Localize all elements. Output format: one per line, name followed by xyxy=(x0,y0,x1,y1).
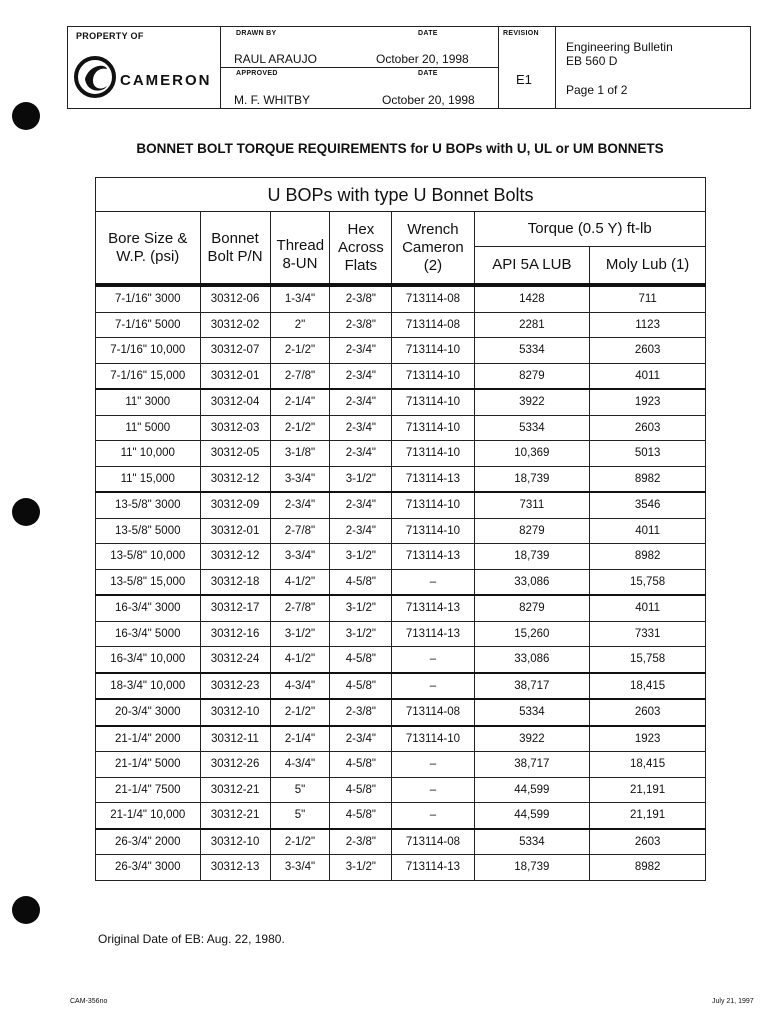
cell-thread: 4-3/4" xyxy=(270,673,330,700)
cell-torque-moly: 5013 xyxy=(590,441,706,467)
cell-hex-flats: 2-3/4" xyxy=(330,518,392,544)
date-value-2: October 20, 1998 xyxy=(382,93,475,107)
cell-wrench: 713114-13 xyxy=(392,466,474,492)
cell-bore-size: 11" 3000 xyxy=(96,389,201,415)
cell-thread: 2-7/8" xyxy=(270,363,330,389)
cell-torque-moly: 4011 xyxy=(590,595,706,621)
binder-hole xyxy=(12,896,40,924)
cell-wrench: 713114-10 xyxy=(392,492,474,518)
table-row xyxy=(96,595,706,621)
table-row xyxy=(96,285,706,312)
header-bore: Bore Size & W.P. (psi) xyxy=(96,212,201,286)
cell-torque-moly: 2603 xyxy=(590,338,706,364)
cell-wrench: 713114-13 xyxy=(392,544,474,570)
cell-bore-size: 7-1/16" 10,000 xyxy=(96,338,201,364)
cell-bolt-pn: 30312-09 xyxy=(200,492,270,518)
cell-wrench: 713114-08 xyxy=(392,285,474,312)
cell-thread: 5" xyxy=(270,777,330,803)
table-row xyxy=(96,441,706,467)
cell-torque-moly: 18,415 xyxy=(590,673,706,700)
cell-thread: 2-1/4" xyxy=(270,389,330,415)
cell-hex-flats: 4-5/8" xyxy=(330,752,392,778)
cell-wrench: 713114-13 xyxy=(392,621,474,647)
cell-wrench: 713114-08 xyxy=(392,699,474,726)
cell-bolt-pn: 30312-13 xyxy=(200,855,270,881)
cell-thread: 5" xyxy=(270,803,330,829)
cell-wrench: 713114-10 xyxy=(392,441,474,467)
cell-bolt-pn: 30312-26 xyxy=(200,752,270,778)
date-label-1: DATE xyxy=(418,30,438,37)
cell-hex-flats: 3-1/2" xyxy=(330,621,392,647)
cell-bore-size: 16-3/4" 10,000 xyxy=(96,647,201,673)
cell-bore-size: 13-5/8" 15,000 xyxy=(96,569,201,595)
cell-hex-flats: 2-3/4" xyxy=(330,726,392,752)
cell-bolt-pn: 30312-21 xyxy=(200,803,270,829)
cell-hex-flats: 4-5/8" xyxy=(330,803,392,829)
cell-wrench: 713114-10 xyxy=(392,338,474,364)
table-caption: U BOPs with type U Bonnet Bolts xyxy=(96,178,706,212)
cell-bore-size: 13-5/8" 5000 xyxy=(96,518,201,544)
cell-hex-flats: 2-3/4" xyxy=(330,441,392,467)
torque-table xyxy=(95,177,706,881)
document-title: BONNET BOLT TORQUE REQUIREMENTS for U BOPs with U, UL or UM BONNETS xyxy=(136,141,664,156)
cell-bolt-pn: 30312-23 xyxy=(200,673,270,700)
cell-bolt-pn: 30312-07 xyxy=(200,338,270,364)
cell-bolt-pn: 30312-11 xyxy=(200,726,270,752)
cell-thread: 2-3/4" xyxy=(270,492,330,518)
cell-torque-moly: 2603 xyxy=(590,699,706,726)
cell-thread: 2" xyxy=(270,312,330,338)
cell-wrench: 713114-10 xyxy=(392,363,474,389)
cell-thread: 2-1/2" xyxy=(270,829,330,855)
cell-hex-flats: 3-1/2" xyxy=(330,595,392,621)
header-hex: Hex Across Flats xyxy=(330,212,392,286)
footer-date: July 21, 1997 xyxy=(712,998,754,1005)
cell-bore-size: 11" 5000 xyxy=(96,415,201,441)
cell-bolt-pn: 30312-10 xyxy=(200,829,270,855)
cell-torque-api: 44,599 xyxy=(474,803,590,829)
property-label: PROPERTY OF xyxy=(76,31,144,41)
cell-thread: 3-3/4" xyxy=(270,855,330,881)
cell-bore-size: 26-3/4" 3000 xyxy=(96,855,201,881)
table-row xyxy=(96,777,706,803)
cell-bolt-pn: 30312-17 xyxy=(200,595,270,621)
cell-thread: 4-3/4" xyxy=(270,752,330,778)
cell-wrench: – xyxy=(392,777,474,803)
table-row xyxy=(96,363,706,389)
table-row xyxy=(96,518,706,544)
cell-torque-moly: 7331 xyxy=(590,621,706,647)
cell-torque-api: 33,086 xyxy=(474,647,590,673)
title-block xyxy=(67,26,751,109)
cell-wrench: 713114-13 xyxy=(392,855,474,881)
cell-wrench: 713114-08 xyxy=(392,312,474,338)
cell-thread: 1-3/4" xyxy=(270,285,330,312)
cell-torque-moly: 8982 xyxy=(590,544,706,570)
cell-torque-api: 5334 xyxy=(474,699,590,726)
revision-label: REVISION xyxy=(503,30,539,37)
cell-thread: 2-1/2" xyxy=(270,415,330,441)
cell-bolt-pn: 30312-01 xyxy=(200,518,270,544)
header-torque: Torque (0.5 Y) ft-lb xyxy=(474,212,705,247)
cell-torque-api: 18,739 xyxy=(474,544,590,570)
cell-torque-api: 3922 xyxy=(474,389,590,415)
table-row xyxy=(96,621,706,647)
cell-bolt-pn: 30312-12 xyxy=(200,544,270,570)
cell-hex-flats: 2-3/8" xyxy=(330,829,392,855)
approved-label: APPROVED xyxy=(236,70,278,77)
cell-torque-api: 38,717 xyxy=(474,752,590,778)
cell-torque-api: 2281 xyxy=(474,312,590,338)
cell-hex-flats: 4-5/8" xyxy=(330,777,392,803)
cell-thread: 4-1/2" xyxy=(270,569,330,595)
binder-hole xyxy=(12,102,40,130)
table-row xyxy=(96,699,706,726)
table-row xyxy=(96,312,706,338)
cell-wrench: 713114-13 xyxy=(392,595,474,621)
cell-torque-api: 5334 xyxy=(474,338,590,364)
cell-bore-size: 21-1/4" 5000 xyxy=(96,752,201,778)
form-number: CAM-356no xyxy=(70,998,108,1005)
cell-bolt-pn: 30312-06 xyxy=(200,285,270,312)
header-api-lub: API 5A LUB xyxy=(474,247,590,286)
header-wrench: Wrench Cameron (2) xyxy=(392,212,474,286)
table-row xyxy=(96,829,706,855)
cell-torque-moly: 8982 xyxy=(590,855,706,881)
cell-thread: 4-1/2" xyxy=(270,647,330,673)
cell-wrench: – xyxy=(392,569,474,595)
cell-hex-flats: 2-3/8" xyxy=(330,699,392,726)
cell-torque-api: 18,739 xyxy=(474,466,590,492)
cell-thread: 2-1/4" xyxy=(270,726,330,752)
cell-thread: 2-7/8" xyxy=(270,518,330,544)
table-row xyxy=(96,492,706,518)
cell-hex-flats: 2-3/4" xyxy=(330,338,392,364)
drawn-by-value: RAUL ARAUJO xyxy=(234,52,317,66)
cell-torque-api: 7311 xyxy=(474,492,590,518)
cell-hex-flats: 2-3/8" xyxy=(330,285,392,312)
bulletin-number: EB 560 D xyxy=(566,54,618,68)
table-row xyxy=(96,389,706,415)
cell-torque-moly: 3546 xyxy=(590,492,706,518)
header-thread: Thread 8-UN xyxy=(270,212,330,286)
page-info: Page 1 of 2 xyxy=(566,83,628,97)
cell-bore-size: 13-5/8" 3000 xyxy=(96,492,201,518)
cell-bolt-pn: 30312-21 xyxy=(200,777,270,803)
cell-wrench: 713114-08 xyxy=(392,829,474,855)
cell-torque-moly: 15,758 xyxy=(590,569,706,595)
cell-hex-flats: 2-3/4" xyxy=(330,363,392,389)
cell-torque-moly: 4011 xyxy=(590,363,706,389)
drawn-by-label: DRAWN BY xyxy=(236,30,277,37)
cell-torque-moly: 15,758 xyxy=(590,647,706,673)
table-row xyxy=(96,415,706,441)
cell-hex-flats: 3-1/2" xyxy=(330,855,392,881)
cell-bore-size: 26-3/4" 2000 xyxy=(96,829,201,855)
cell-wrench: – xyxy=(392,803,474,829)
bulletin-title: Engineering Bulletin xyxy=(566,40,673,54)
table-row xyxy=(96,803,706,829)
cell-torque-api: 5334 xyxy=(474,829,590,855)
cell-torque-api: 33,086 xyxy=(474,569,590,595)
cell-bore-size: 13-5/8" 10,000 xyxy=(96,544,201,570)
cell-wrench: 713114-10 xyxy=(392,726,474,752)
header-moly-lub: Moly Lub (1) xyxy=(590,247,706,286)
cell-torque-moly: 21,191 xyxy=(590,803,706,829)
original-date-note: Original Date of EB: Aug. 22, 1980. xyxy=(98,932,285,946)
cell-torque-api: 38,717 xyxy=(474,673,590,700)
cell-wrench: – xyxy=(392,752,474,778)
cell-bolt-pn: 30312-12 xyxy=(200,466,270,492)
table-row xyxy=(96,569,706,595)
cell-torque-api: 1428 xyxy=(474,285,590,312)
cell-hex-flats: 3-1/2" xyxy=(330,466,392,492)
date-value-1: October 20, 1998 xyxy=(376,52,469,66)
cell-hex-flats: 4-5/8" xyxy=(330,647,392,673)
cell-bore-size: 21-1/4" 7500 xyxy=(96,777,201,803)
company-name: CAMERON xyxy=(120,72,212,89)
table-row xyxy=(96,544,706,570)
cell-torque-api: 8279 xyxy=(474,363,590,389)
table-row xyxy=(96,726,706,752)
cell-torque-moly: 1123 xyxy=(590,312,706,338)
table-row xyxy=(96,647,706,673)
cell-bolt-pn: 30312-10 xyxy=(200,699,270,726)
cell-torque-moly: 1923 xyxy=(590,389,706,415)
cell-bore-size: 20-3/4" 3000 xyxy=(96,699,201,726)
cell-bolt-pn: 30312-02 xyxy=(200,312,270,338)
approved-value: M. F. WHITBY xyxy=(234,93,310,107)
cell-bolt-pn: 30312-05 xyxy=(200,441,270,467)
cell-bore-size: 16-3/4" 5000 xyxy=(96,621,201,647)
cell-thread: 2-1/2" xyxy=(270,699,330,726)
cell-bolt-pn: 30312-18 xyxy=(200,569,270,595)
cell-thread: 3-1/8" xyxy=(270,441,330,467)
cell-hex-flats: 2-3/4" xyxy=(330,389,392,415)
table-row xyxy=(96,855,706,881)
cell-bore-size: 7-1/16" 15,000 xyxy=(96,363,201,389)
cell-torque-moly: 21,191 xyxy=(590,777,706,803)
cell-torque-api: 18,739 xyxy=(474,855,590,881)
revision-value: E1 xyxy=(516,72,532,87)
cell-bore-size: 18-3/4" 10,000 xyxy=(96,673,201,700)
cell-torque-api: 44,599 xyxy=(474,777,590,803)
table-body xyxy=(96,285,706,880)
cell-torque-api: 8279 xyxy=(474,518,590,544)
cell-wrench: – xyxy=(392,647,474,673)
cell-bolt-pn: 30312-24 xyxy=(200,647,270,673)
cell-hex-flats: 2-3/8" xyxy=(330,312,392,338)
cell-wrench: 713114-10 xyxy=(392,518,474,544)
cameron-logo xyxy=(73,55,117,99)
cell-thread: 3-1/2" xyxy=(270,621,330,647)
cell-bore-size: 21-1/4" 2000 xyxy=(96,726,201,752)
cell-bore-size: 16-3/4" 3000 xyxy=(96,595,201,621)
table-row xyxy=(96,752,706,778)
cell-hex-flats: 3-1/2" xyxy=(330,544,392,570)
cell-hex-flats: 4-5/8" xyxy=(330,673,392,700)
cell-torque-moly: 1923 xyxy=(590,726,706,752)
cell-torque-moly: 711 xyxy=(590,285,706,312)
cell-wrench: 713114-10 xyxy=(392,389,474,415)
cell-torque-api: 5334 xyxy=(474,415,590,441)
cell-hex-flats: 4-5/8" xyxy=(330,569,392,595)
cell-bore-size: 11" 15,000 xyxy=(96,466,201,492)
cell-bolt-pn: 30312-03 xyxy=(200,415,270,441)
cell-wrench: 713114-10 xyxy=(392,415,474,441)
cell-torque-moly: 2603 xyxy=(590,829,706,855)
cell-bore-size: 7-1/16" 3000 xyxy=(96,285,201,312)
cell-torque-moly: 4011 xyxy=(590,518,706,544)
cell-torque-api: 15,260 xyxy=(474,621,590,647)
table-row xyxy=(96,673,706,700)
cell-hex-flats: 2-3/4" xyxy=(330,492,392,518)
cell-thread: 2-1/2" xyxy=(270,338,330,364)
cell-bore-size: 21-1/4" 10,000 xyxy=(96,803,201,829)
date-label-2: DATE xyxy=(418,70,438,77)
cell-bolt-pn: 30312-04 xyxy=(200,389,270,415)
cell-thread: 3-3/4" xyxy=(270,466,330,492)
cell-torque-api: 10,369 xyxy=(474,441,590,467)
header-pn: Bonnet Bolt P/N xyxy=(200,212,270,286)
cell-torque-moly: 8982 xyxy=(590,466,706,492)
cell-torque-api: 8279 xyxy=(474,595,590,621)
cell-bore-size: 7-1/16" 5000 xyxy=(96,312,201,338)
cell-bolt-pn: 30312-01 xyxy=(200,363,270,389)
cell-thread: 2-7/8" xyxy=(270,595,330,621)
table-row xyxy=(96,338,706,364)
cell-bolt-pn: 30312-16 xyxy=(200,621,270,647)
cell-hex-flats: 2-3/4" xyxy=(330,415,392,441)
cell-torque-moly: 18,415 xyxy=(590,752,706,778)
cell-bore-size: 11" 10,000 xyxy=(96,441,201,467)
cell-torque-moly: 2603 xyxy=(590,415,706,441)
cell-thread: 3-3/4" xyxy=(270,544,330,570)
table-row xyxy=(96,466,706,492)
binder-hole xyxy=(12,498,40,526)
cell-torque-api: 3922 xyxy=(474,726,590,752)
cell-wrench: – xyxy=(392,673,474,700)
